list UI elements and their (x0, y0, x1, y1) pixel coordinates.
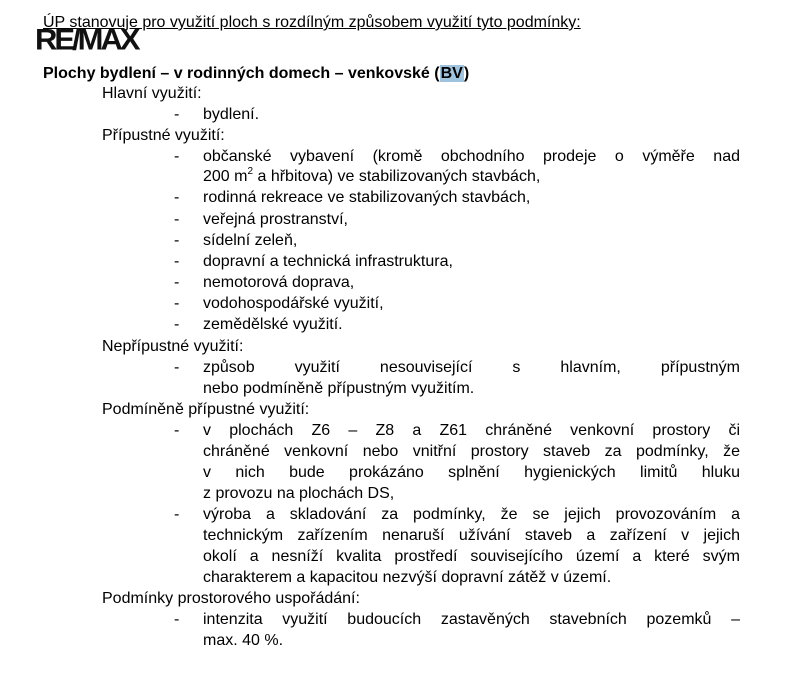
list-item-continuation: chráněné venkovní nebo vnitřní prostory staveb za podmínky, že (203, 443, 740, 460)
list-dash: - (174, 295, 180, 312)
list-item: vodohospodářské využití, (203, 295, 384, 312)
list-item-continuation: nebo podmíněně přípustným využitím. (203, 380, 475, 397)
remax-logo: RE/MAX (35, 22, 138, 57)
list-item-continuation: v nich bude prokázáno splnění hygienických limitů hluku (203, 464, 740, 481)
superscript: 2 (247, 166, 254, 177)
area-text: 200 m (203, 168, 248, 185)
list-dash: - (174, 316, 180, 333)
main-use-label: Hlavní využití: (102, 85, 202, 102)
list-item: rodinná rekreace ve stabilizovaných stavbách, (203, 189, 531, 206)
list-dash: - (174, 506, 180, 523)
list-item-continuation: technickým zařízením nenaruší užívání staveb a zařízení v jejich (203, 527, 740, 544)
list-dash: - (174, 611, 180, 628)
list-dash: - (174, 189, 180, 206)
list-item-continuation: z provozu na plochách DS, (203, 485, 395, 502)
conditional-use-label: Podmíněně přípustné využití: (102, 401, 310, 418)
prohibited-use-label: Nepřípustné využití: (102, 338, 244, 355)
list-item: způsob využití nesouvisející s hlavním, přípustným (203, 359, 740, 376)
list-dash: - (174, 148, 180, 165)
list-item-continuation: charakterem a kapacitou nezvýší dopravní zátěž v území. (203, 569, 612, 586)
spatial-layout-label: Podmínky prostorového uspořádání: (102, 590, 360, 607)
intro-text: ÚP stanovuje pro využití ploch s rozdílným způsobem využití tyto podmínky: (43, 14, 581, 31)
list-item-continuation: okolí a nesníží kvalita prostředí souvisejícího území a které svým (203, 548, 740, 565)
list-item: veřejná prostranství, (203, 211, 348, 228)
heading-code-highlight: BV (440, 65, 463, 82)
list-dash: - (174, 422, 180, 439)
list-item: výroba a skladování za podmínky, že se jejich provozováním a (203, 506, 740, 523)
section-heading (43, 63, 469, 85)
heading-close: ) (463, 65, 470, 82)
permitted-use-label: Přípustné využití: (102, 127, 225, 144)
list-item: zemědělské využití. (203, 316, 343, 333)
list-dash: - (174, 232, 180, 249)
list-item-continuation: max. 40 %. (203, 632, 284, 649)
list-item: občanské vybavení (kromě obchodního prodeje o výměře nad (203, 148, 740, 165)
list-item-continuation (203, 167, 540, 187)
heading-text: Plochy bydlení – v rodinných domech – venkovské ( (43, 65, 440, 82)
list-item: intenzita využití budoucích zastavěných stavebních pozemků – (203, 611, 740, 628)
list-dash: - (174, 211, 180, 228)
list-item: sídelní zeleň, (203, 232, 298, 249)
list-dash: - (174, 106, 180, 123)
list-dash: - (174, 274, 180, 291)
list-item: nemotorová doprava, (203, 274, 355, 291)
list-dash: - (174, 253, 180, 270)
list-dash: - (174, 359, 180, 376)
list-item: dopravní a technická infrastruktura, (203, 253, 453, 270)
area-text-rest: a hřbitova) ve stabilizovaných stavbách, (253, 168, 541, 185)
list-item: bydlení. (203, 106, 260, 123)
list-item: v plochách Z6 – Z8 a Z61 chráněné venkovní prostory či (203, 422, 740, 439)
